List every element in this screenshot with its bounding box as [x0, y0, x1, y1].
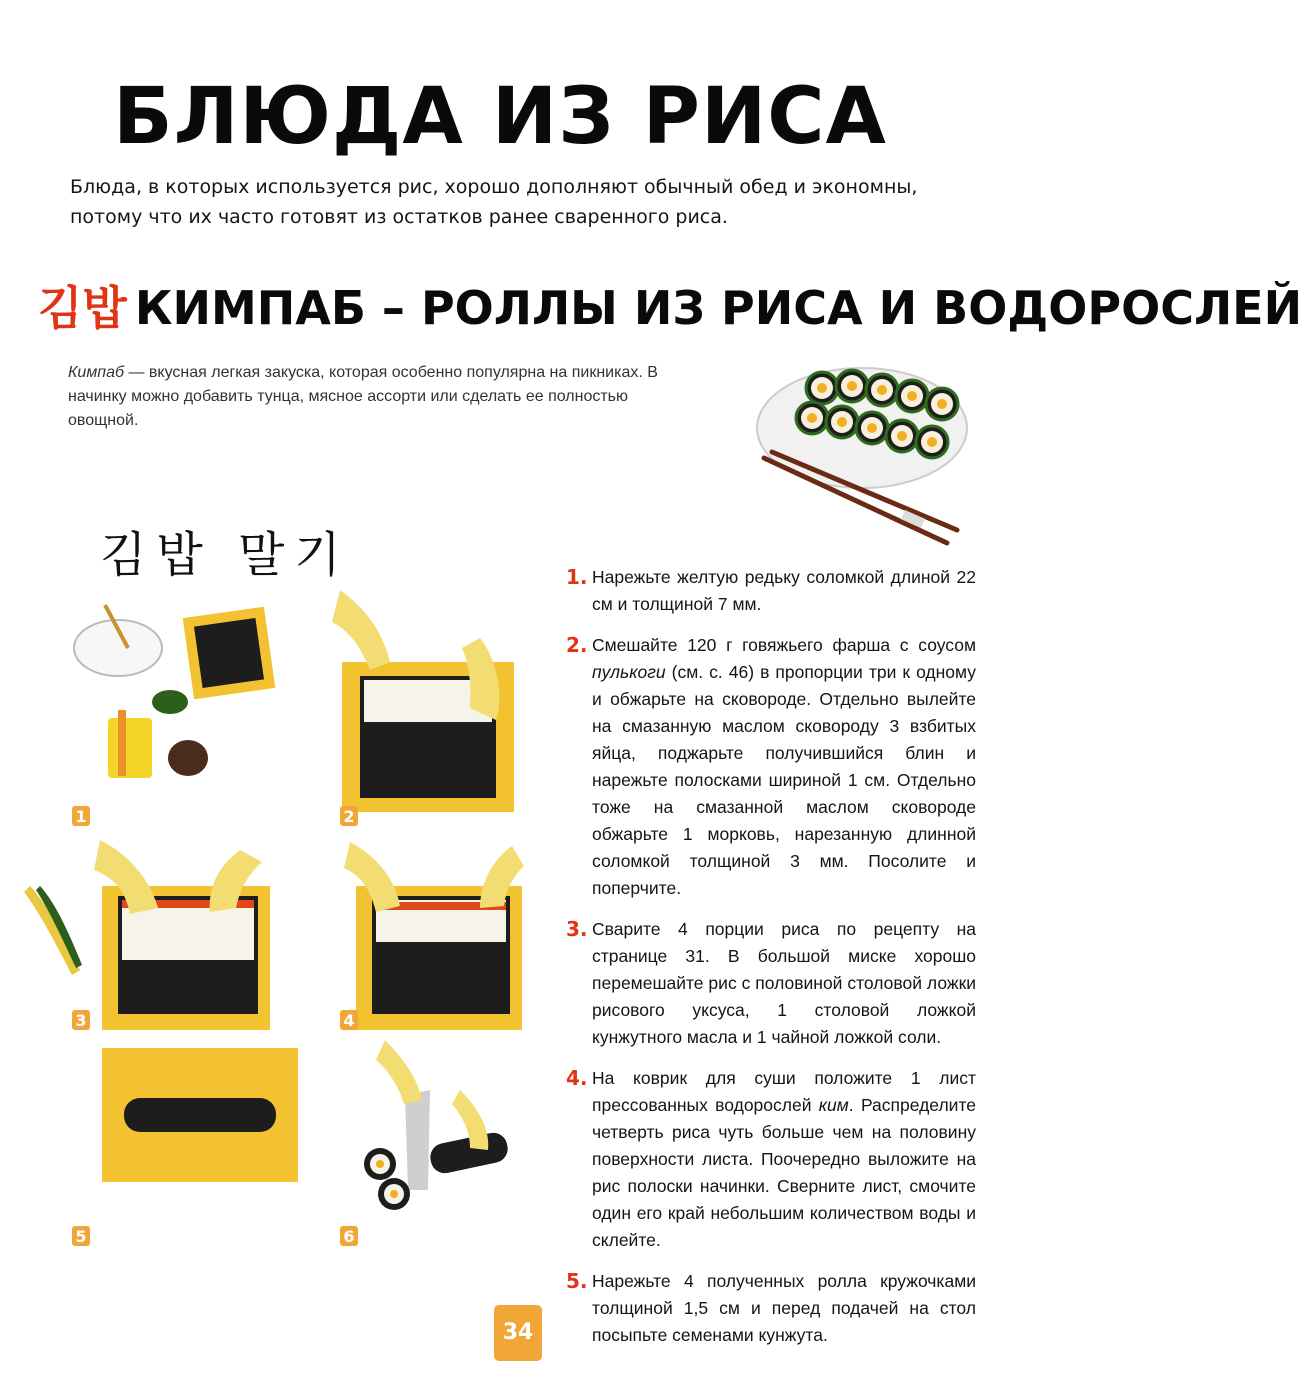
step-badge-3-label: 3 — [75, 1011, 87, 1030]
step-number: 5. — [566, 1269, 588, 1293]
recipe-step-4 — [566, 1065, 976, 1254]
step-badge-1 — [72, 806, 90, 826]
step-badge-4-label: 4 — [343, 1011, 355, 1030]
step-text: На коврик для суши положите 1 лист прессованных водорослей ким. Распределите четверть риса чуть больше чем на половину поверхности листа. Поочередно выложите на рис полоски начинки. Сверните лист, смочите один его край небольшим количеством воды и склейте. — [592, 1068, 976, 1250]
kimbap-plate-illustration — [752, 348, 982, 548]
step-badge-2-label: 2 — [343, 807, 355, 826]
step-text: Смешайте 120 г говяжьего фарша с соусом пулькоги (см. с. 46) в пропорции три к одному и обжарьте на сковороде. Отдельно вылейте на смазанную маслом сковороду 3 взбитых яйца, поджарьте получившийся блин и нарежьте полосками шириной 1 см. Отдельно тоже на смазанной маслом сковороде обжарьте 1 морковь, нарезанную длинной соломкой толщиной 3 мм. Посолите и поперчите. — [592, 635, 976, 898]
step-badge-2 — [340, 806, 358, 826]
intro-paragraph: Блюда, в которых используется рис, хорошо дополняют обычный обед и экономны, потому что их часто готовят из остатков ранее сваренного риса. — [70, 176, 918, 228]
step-number: 4. — [566, 1066, 588, 1090]
panel-1-ingredients — [74, 605, 275, 778]
step-text: Нарежьте 4 полученных ролла кружочками толщиной 1,5 см и перед подачей на стол посыпьте семенами кунжута. — [592, 1271, 976, 1345]
recipe-step-2 — [566, 632, 976, 902]
illustration-caption: 김밥 말기 — [100, 527, 351, 583]
panel-2-spreading-rice — [332, 590, 514, 812]
step-number: 3. — [566, 917, 588, 941]
step-text: Сварите 4 порции риса по рецепту на странице 31. В большой миске хорошо перемешайте рис с половиной столовой ложки рисового уксуса, 1 столовой ложкой кунжутного масла и 1 чайной ложкой соли. — [592, 919, 976, 1047]
recipe-step-1 — [566, 564, 976, 618]
section-title-korean: 김밥 — [38, 281, 127, 335]
step-badge-3 — [72, 1010, 90, 1030]
step-text: Нарежьте желтую редьку соломкой длиной 22 см и толщиной 7 мм. — [592, 567, 976, 614]
recipe-step-3 — [566, 916, 976, 1051]
panel-5-rolled — [102, 1048, 298, 1182]
step-number: 2. — [566, 633, 588, 657]
step-badge-1-label: 1 — [75, 807, 87, 826]
step-badge-5 — [72, 1226, 90, 1246]
kimbap-term: Кимпаб — [68, 364, 124, 381]
kimbap-description-text: — вкусная легкая закуска, которая особенно популярна на пикниках. В начинку можно добавить тунца, мясное ассорти или сделать ее полностью овощной. — [68, 364, 658, 429]
page-number: 34 — [494, 1305, 542, 1361]
panel-3-rolling — [24, 840, 270, 1030]
step-badge-6-label: 6 — [343, 1227, 355, 1246]
step-badge-4 — [340, 1010, 358, 1030]
steps-illustration — [10, 590, 550, 1250]
recipe-steps — [566, 564, 976, 1363]
step-badge-6 — [340, 1226, 358, 1246]
panel-4-folding — [344, 842, 524, 1030]
page-title: БЛЮДА ИЗ РИСА — [113, 72, 887, 162]
kimbap-description — [68, 361, 668, 433]
step-number: 1. — [566, 565, 588, 589]
recipe-step-5 — [566, 1268, 976, 1349]
panel-6-cutting — [364, 1040, 510, 1210]
section-title-text: КИМПАБ – РОЛЛЫ ИЗ РИСА И ВОДОРОСЛЕЙ — [134, 281, 1302, 335]
section-title — [38, 272, 1302, 338]
step-badge-5-label: 5 — [75, 1227, 87, 1246]
